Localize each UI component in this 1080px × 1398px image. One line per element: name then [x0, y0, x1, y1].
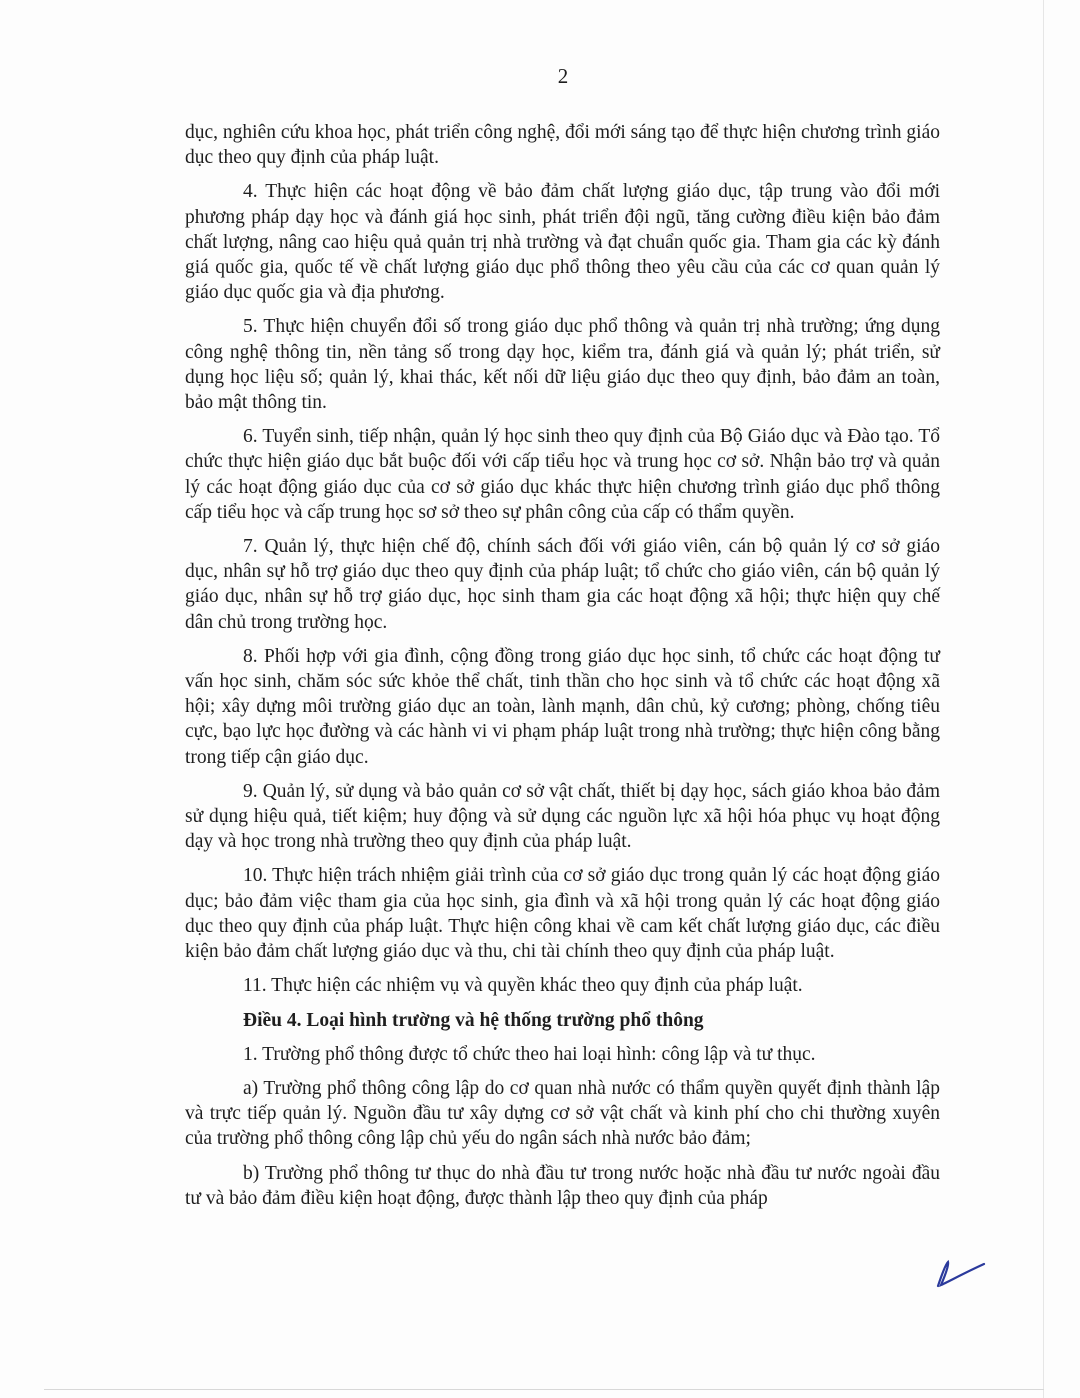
page-bottom-line	[44, 1389, 1044, 1390]
paragraph-item-9: 9. Quản lý, sử dụng và bảo quản cơ sở vật chất, thiết bị dạy học, sách giáo khoa bảo đảm sử dụng hiệu quả, tiết kiệm; huy động và sử dụng các nguồn lực xã hội hóa phục vụ hoạt động dạy và học trong nhà trường theo quy định của pháp luật.	[185, 780, 940, 853]
article-clause-1b: b) Trường phổ thông tư thục do nhà đầu tư trong nước hoặc nhà đầu tư nước ngoài đầu tư và bảo đảm điều kiện hoạt động, được thành lập theo quy định của pháp	[185, 1162, 940, 1209]
paragraph-item-6: 6. Tuyển sinh, tiếp nhận, quản lý học sinh theo quy định của Bộ Giáo dục và Đào tạo. Tổ chức thực hiện giáo dục bắt buộc đối với cấp tiểu học và trung học cơ sở. Nhận bảo trợ và quản lý các hoạt động giáo dục của cơ sở giáo dục khác thực hiện chương trình giáo dục phổ thông cấp tiểu học và cấp trung học sơ sở theo sự phân công của cấp có thẩm quyền.	[185, 426, 940, 523]
page-edge-line	[1043, 0, 1044, 1398]
paragraph-item-5: 5. Thực hiện chuyển đổi số trong giáo dục phổ thông và quản trị nhà trường; ứng dụng công nghệ thông tin, nền tảng số trong dạy học, kiểm tra, đánh giá và quản lý; phát triển, sử dụng học liệu số; quản lý, khai thác, kết nối dữ liệu giáo dục theo quy định, bảo đảm an toàn, bảo mật thông tin.	[185, 316, 940, 414]
initial-signature-mark	[928, 1252, 988, 1292]
page-number: 2	[557, 64, 569, 88]
article-clause-1a: a) Trường phổ thông công lập do cơ quan nhà nước có thẩm quyền quyết định thành lập và trực tiếp quản lý. Nguồn đầu tư xây dựng cơ sở vật chất và kinh phí cho chi thường xuyên của trường phổ thông công lập chủ yếu do ngân sách nhà nước bảo đảm;	[185, 1077, 940, 1150]
paragraph-item-8: 8. Phối hợp với gia đình, cộng đồng trong giáo dục học sinh, tổ chức các hoạt động tư vấn học sinh, chăm sóc sức khỏe thể chất, tinh thần cho học sinh và tổ chức các hoạt động xã hội; xây dựng môi trường giáo dục an toàn, lành mạnh, dân chủ, kỷ cương; phòng, chống tiêu cực, bạo lực học đường và các hành vi vi phạm pháp luật trong nhà trường; thực hiện công bằng trong tiếp cận giáo dục.	[185, 645, 940, 768]
article-clause-1: 1. Trường phổ thông được tổ chức theo hai loại hình: công lập và tư thục.	[243, 1043, 816, 1065]
article-heading: Điều 4. Loại hình trường và hệ thống trường phổ thông	[243, 1009, 704, 1031]
paragraph-item-4: 4. Thực hiện các hoạt động về bảo đảm chất lượng giáo dục, tập trung vào đổi mới phương pháp dạy học và đánh giá học sinh, phát triển đội ngũ, tăng cường điều kiện bảo đảm chất lượng, nâng cao hiệu quả quản trị nhà trường và đạt chuẩn quốc gia. Tham gia các kỳ đánh giá quốc gia, quốc tế về chất lượng giáo dục phổ thông theo yêu cầu của các cơ quan quản lý giáo dục quốc gia và địa phương.	[185, 181, 940, 304]
document-body	[185, 120, 940, 1220]
paragraph-item-11: 11. Thực hiện các nhiệm vụ và quyền khác theo quy định của pháp luật.	[243, 975, 803, 997]
paragraph-continued: dục, nghiên cứu khoa học, phát triển công nghệ, đổi mới sáng tạo để thực hiện chương trình giáo dục theo quy định của pháp luật.	[185, 122, 940, 169]
paragraph-item-10: 10. Thực hiện trách nhiệm giải trình của cơ sở giáo dục trong quản lý các hoạt động giáo dục; bảo đảm việc tham gia của học sinh, gia đình và xã hội trong quản lý các hoạt động giáo dục theo quy định của pháp luật. Thực hiện công khai về cam kết chất lượng giáo dục, các điều kiện bảo đảm chất lượng giáo dục và thu, chi tài chính theo quy định của pháp luật.	[185, 865, 940, 963]
paragraph-item-7: 7. Quản lý, thực hiện chế độ, chính sách đối với giáo viên, cán bộ quản lý cơ sở giáo dục, nhân sự hỗ trợ giáo dục theo quy định của pháp luật; tổ chức cho giáo viên, cán bộ quản lý giáo dục, nhân sự hỗ trợ giáo dục, học sinh tham gia các hoạt động xã hội; thực hiện quy chế dân chủ trong trường học.	[185, 536, 940, 633]
